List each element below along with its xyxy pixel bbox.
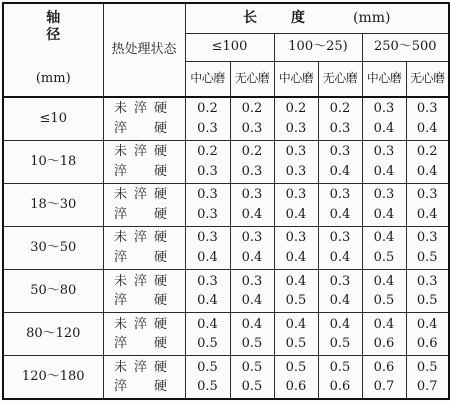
state-label: 淬 硬 <box>113 250 174 266</box>
value-cell <box>362 97 406 140</box>
range-label: 250～500 <box>373 39 437 55</box>
sub-header <box>318 61 362 97</box>
allowance-value: 0.4 <box>329 250 351 266</box>
allowance-value: 0.3 <box>285 121 307 136</box>
allowance-value: 0.5 <box>329 359 351 375</box>
allowance-value: 0.3 <box>241 187 263 203</box>
allowance-value: 0.3 <box>329 144 351 160</box>
allowance-value: 0.2 <box>241 101 263 117</box>
state-label: 淬 硬 <box>113 163 174 179</box>
allowance-value: 0.6 <box>416 336 438 352</box>
diameter-label: 120～180 <box>21 369 85 385</box>
diameter-cell <box>3 97 103 140</box>
allowance-value: 0.3 <box>197 121 218 136</box>
sub-label: 中心磨 <box>278 71 314 86</box>
allowance-value: 0.4 <box>329 316 351 332</box>
value-cell <box>362 313 406 356</box>
value-cell <box>230 183 274 226</box>
allowance-value: 0.3 <box>241 121 263 136</box>
allowance-value: 0.3 <box>329 273 351 289</box>
state-title: 热处理状态 <box>111 42 177 58</box>
value-cell <box>185 313 230 356</box>
allowance-value: 0.3 <box>285 230 307 246</box>
sub-label: 无心磨 <box>322 71 358 86</box>
length-header <box>185 3 449 33</box>
value-cell <box>362 270 406 313</box>
allowance-value: 0.3 <box>416 230 438 246</box>
allowance-value: 0.4 <box>285 206 307 222</box>
allowance-value: 0.2 <box>285 101 307 117</box>
allowance-value: 0.4 <box>329 206 351 222</box>
state-cell <box>103 183 185 226</box>
allowance-value: 0.5 <box>197 359 218 375</box>
axis-title: 轴 径 <box>46 10 131 43</box>
allowance-value: 0.4 <box>241 206 263 222</box>
value-cell <box>274 313 318 356</box>
allowance-value: 0.5 <box>329 336 351 352</box>
range-label: ≤100 <box>211 39 248 55</box>
allowance-value: 0.3 <box>373 101 395 117</box>
allowance-value: 0.3 <box>241 273 263 289</box>
table-row <box>3 140 449 183</box>
state-label: 未淬硬 <box>113 101 174 117</box>
diameter-label: 50～80 <box>30 283 77 299</box>
diameter-cell <box>3 226 103 269</box>
state-cell <box>103 313 185 356</box>
state-label: 未淬硬 <box>113 230 174 246</box>
allowance-value: 0.5 <box>241 359 263 375</box>
value-cell <box>406 140 449 183</box>
value-cell <box>406 226 449 269</box>
sub-label: 中心磨 <box>190 71 225 86</box>
allowance-value: 0.5 <box>285 293 307 309</box>
allowance-value: 0.4 <box>285 316 307 332</box>
value-cell <box>318 356 362 399</box>
state-label: 淬 硬 <box>113 121 174 136</box>
diameter-cell <box>3 313 103 356</box>
state-label: 淬 硬 <box>113 336 174 352</box>
value-cell <box>318 183 362 226</box>
value-cell <box>318 226 362 269</box>
value-cell <box>362 140 406 183</box>
diameter-cell <box>3 140 103 183</box>
range-label: 100～25) <box>288 39 348 55</box>
allowance-value: 0.3 <box>329 187 351 203</box>
value-cell <box>230 356 274 399</box>
allowance-value: 0.5 <box>373 250 395 266</box>
allowance-value: 0.4 <box>285 273 307 289</box>
allowance-value: 0.5 <box>416 293 438 309</box>
value-cell <box>406 97 449 140</box>
allowance-value: 0.5 <box>373 293 395 309</box>
table-row <box>3 270 449 313</box>
sub-header <box>185 61 230 97</box>
allowance-value: 0.5 <box>241 379 263 395</box>
allowance-value: 0.3 <box>241 163 263 179</box>
value-cell <box>230 270 274 313</box>
allowance-value: 0.3 <box>285 144 307 160</box>
allowance-value: 0.3 <box>197 163 218 179</box>
allowance-value: 0.3 <box>197 206 218 222</box>
allowance-value: 0.3 <box>329 230 351 246</box>
value-cell <box>362 183 406 226</box>
allowance-value: 0.5 <box>241 336 263 352</box>
allowance-value: 0.3 <box>329 121 351 136</box>
sub-label: 中心磨 <box>366 71 402 86</box>
allowance-value: 0.3 <box>241 230 263 246</box>
allowance-value: 0.3 <box>197 230 218 246</box>
value-cell <box>318 270 362 313</box>
sub-header <box>274 61 318 97</box>
value-cell <box>185 356 230 399</box>
value-cell <box>185 270 230 313</box>
allowance-value: 0.4 <box>373 273 395 289</box>
diameter-cell <box>3 270 103 313</box>
allowance-value: 0.3 <box>416 273 438 289</box>
value-cell <box>274 183 318 226</box>
axis-header <box>3 3 131 97</box>
table-row <box>3 183 449 226</box>
allowance-value: 0.6 <box>329 379 351 395</box>
allowance-value: 0.6 <box>373 359 395 375</box>
sub-label: 无心磨 <box>234 71 270 86</box>
value-cell <box>406 270 449 313</box>
state-cell <box>103 356 185 399</box>
length-unit: (mm) <box>353 9 391 26</box>
state-label: 淬 硬 <box>113 206 174 222</box>
diameter-label: 80～120 <box>26 326 81 342</box>
allowance-value: 0.4 <box>373 316 395 332</box>
value-cell <box>185 183 230 226</box>
diameter-cell <box>3 183 103 226</box>
allowance-value: 0.2 <box>197 101 218 117</box>
allowance-value: 0.4 <box>329 293 351 309</box>
length-title: 长度 <box>243 9 340 26</box>
value-cell <box>185 140 230 183</box>
allowance-value: 0.4 <box>416 121 438 136</box>
state-label: 淬 硬 <box>113 379 174 395</box>
allowance-value: 0.4 <box>285 250 307 266</box>
state-label: 未淬硬 <box>113 359 174 375</box>
table-row <box>3 313 449 356</box>
state-cell <box>103 270 185 313</box>
allowance-value: 0.5 <box>285 336 307 352</box>
allowance-value: 0.2 <box>241 144 263 160</box>
range-header-2 <box>274 33 362 61</box>
value-cell <box>362 226 406 269</box>
allowance-value: 0.7 <box>373 379 395 395</box>
table-row <box>3 356 449 399</box>
range-header-1 <box>185 33 274 61</box>
state-label: 未淬硬 <box>113 144 174 160</box>
diameter-cell <box>3 356 103 399</box>
allowance-value: 0.6 <box>285 379 307 395</box>
state-label: 未淬硬 <box>113 273 174 289</box>
value-cell <box>318 97 362 140</box>
sub-header <box>406 61 449 97</box>
allowance-value: 0.3 <box>197 273 218 289</box>
allowance-value: 0.3 <box>285 163 307 179</box>
allowance-value: 0.5 <box>197 336 218 352</box>
value-cell <box>318 140 362 183</box>
allowance-value: 0.6 <box>373 336 395 352</box>
allowance-value: 0.5 <box>416 359 438 375</box>
value-cell <box>274 270 318 313</box>
value-cell <box>362 356 406 399</box>
allowance-value: 0.4 <box>416 316 438 332</box>
sub-header <box>362 61 406 97</box>
state-cell <box>103 140 185 183</box>
value-cell <box>230 313 274 356</box>
value-cell <box>230 226 274 269</box>
value-cell <box>274 140 318 183</box>
state-label: 淬 硬 <box>113 293 174 309</box>
allowance-value: 0.4 <box>241 316 263 332</box>
value-cell <box>185 97 230 140</box>
allowance-value: 0.3 <box>197 187 218 203</box>
allowance-value: 0.4 <box>241 250 263 266</box>
range-header-3 <box>362 33 449 61</box>
allowance-value: 0.4 <box>329 163 351 179</box>
allowance-value: 0.2 <box>416 144 438 160</box>
value-cell <box>230 97 274 140</box>
allowance-value: 0.3 <box>416 187 438 203</box>
allowance-value: 0.4 <box>241 293 263 309</box>
allowance-value: 0.4 <box>197 316 218 332</box>
allowance-value: 0.3 <box>373 144 395 160</box>
allowance-value: 0.4 <box>416 163 438 179</box>
allowance-value: 0.4 <box>373 163 395 179</box>
allowance-value: 0.7 <box>416 379 438 395</box>
value-cell <box>406 313 449 356</box>
axis-unit: (mm) <box>35 70 71 86</box>
allowance-value: 0.3 <box>373 187 395 203</box>
state-cell <box>103 97 185 140</box>
allowance-value: 0.4 <box>373 121 395 136</box>
value-cell <box>406 183 449 226</box>
table-row <box>3 226 449 269</box>
allowance-value: 0.4 <box>373 206 395 222</box>
allowance-value: 0.3 <box>285 187 307 203</box>
table-row <box>3 97 449 140</box>
value-cell <box>185 226 230 269</box>
diameter-label: ≤10 <box>39 111 67 127</box>
state-label: 未淬硬 <box>113 316 174 332</box>
allowance-value: 0.5 <box>197 379 218 395</box>
state-cell <box>103 226 185 269</box>
allowance-value: 0.5 <box>416 250 438 266</box>
allowance-value: 0.2 <box>329 101 351 117</box>
diameter-label: 10～18 <box>30 154 77 170</box>
allowance-table <box>2 2 450 400</box>
sub-label: 无心磨 <box>410 71 445 86</box>
allowance-value: 0.2 <box>197 144 218 160</box>
value-cell <box>274 356 318 399</box>
allowance-value: 0.3 <box>416 101 438 117</box>
allowance-value: 0.4 <box>197 293 218 309</box>
allowance-value: 0.4 <box>416 206 438 222</box>
value-cell <box>230 140 274 183</box>
state-label: 未淬硬 <box>113 187 174 203</box>
value-cell <box>274 226 318 269</box>
diameter-label: 18～30 <box>30 197 77 213</box>
diameter-label: 30～50 <box>30 240 77 256</box>
allowance-value: 0.4 <box>373 230 395 246</box>
value-cell <box>406 356 449 399</box>
value-cell <box>318 313 362 356</box>
allowance-value: 0.5 <box>285 359 307 375</box>
sub-header <box>230 61 274 97</box>
value-cell <box>274 97 318 140</box>
allowance-value: 0.4 <box>197 250 218 266</box>
